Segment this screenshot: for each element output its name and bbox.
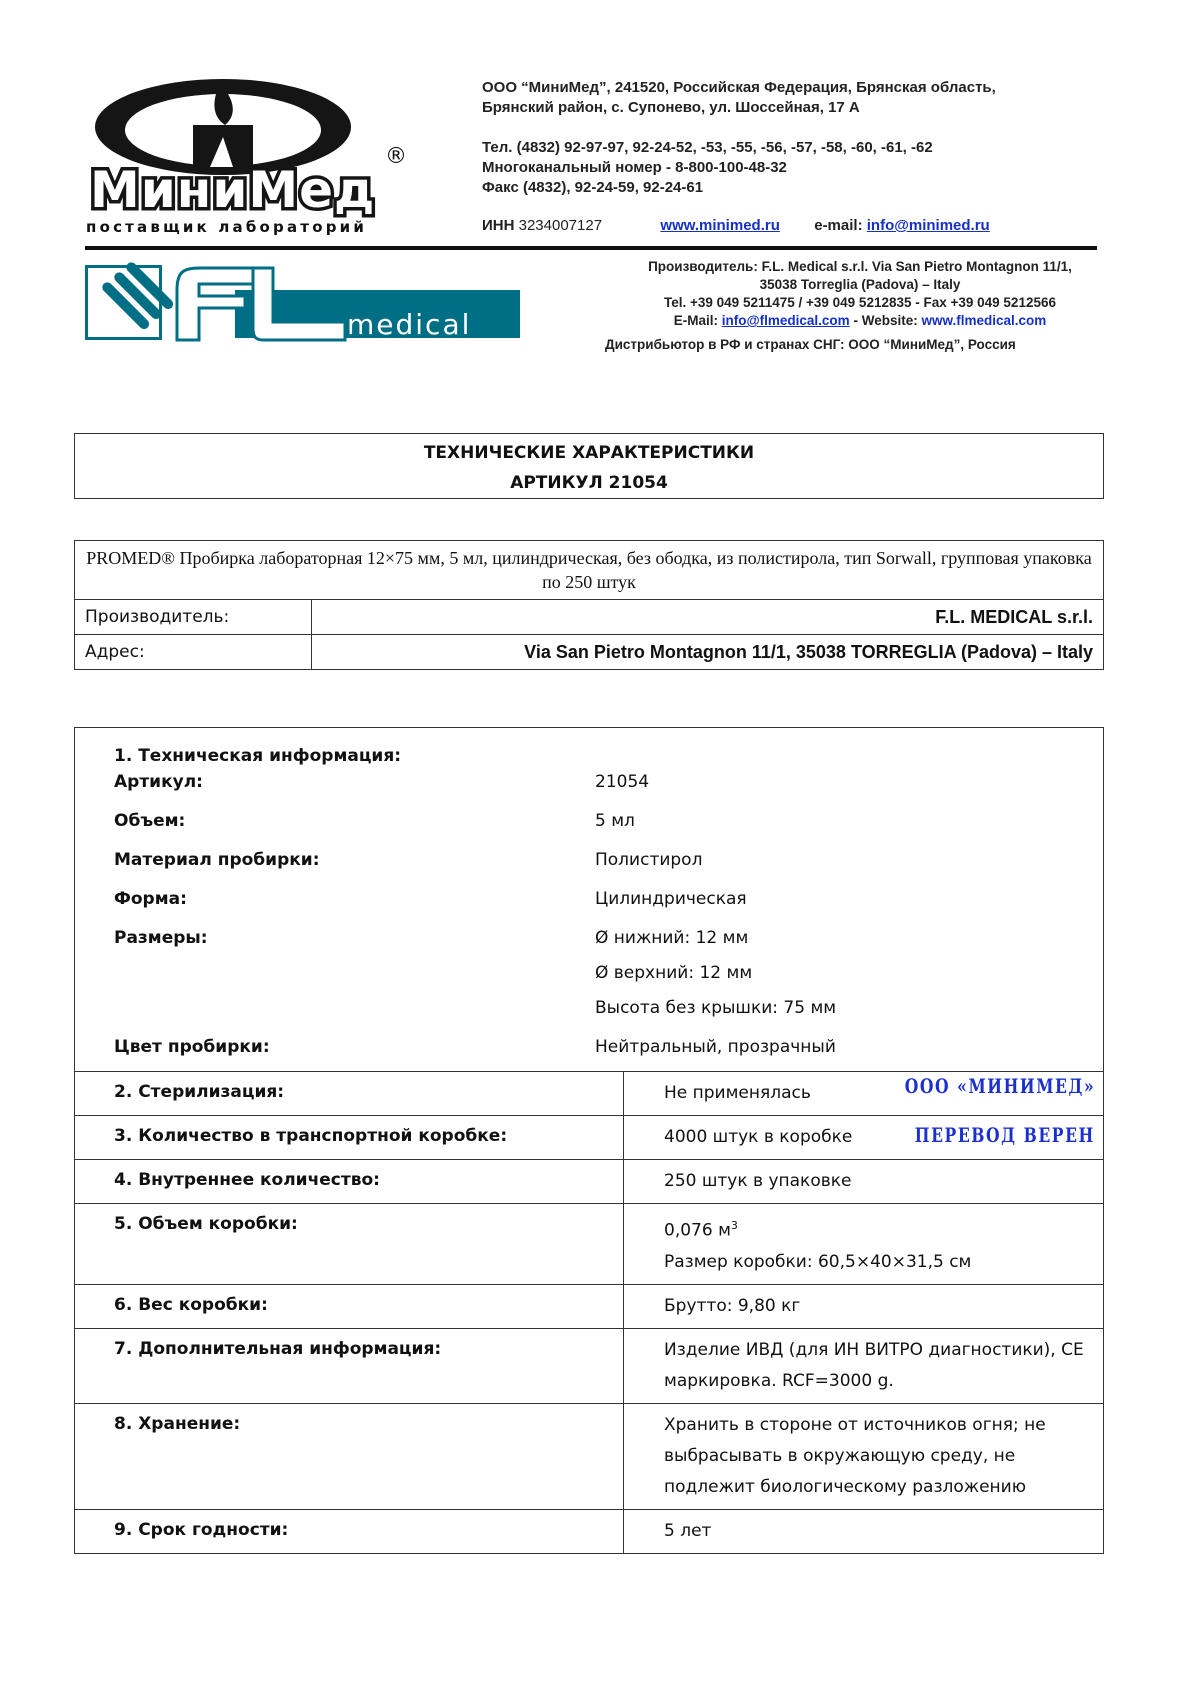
value-line: 4000 штук в коробке <box>664 1127 853 1147</box>
spec-row <box>75 811 1103 850</box>
value-line: 250 штук в упаковке <box>664 1171 852 1191</box>
minimed-logo-text: МиниМед <box>90 161 376 219</box>
fl-info-line: Производитель: F.L. Medical s.r.l. Via San Pietro Montagnon 11/1, <box>648 259 1072 274</box>
value-line: Изделие ИВД (для ИН ВИТРО диагностики), СЕ <box>664 1339 1084 1360</box>
section-value <box>624 1328 1104 1403</box>
minimed-tagline: поставщик лабораторий <box>86 218 368 236</box>
inn-label: ИНН <box>482 217 515 234</box>
fl-website-label: - Website: <box>853 313 918 328</box>
document-title: ТЕХНИЧЕСКИЕ ХАРАКТЕРИСТИКИ <box>423 443 755 463</box>
article-number-title: АРТИКУЛ 21054 <box>510 473 668 493</box>
spec-value: 5 мл <box>595 811 635 831</box>
product-description: PROMED® Пробирка лабораторная 12×75 мм, 5 мл, цилиндрическая, без ободка, из полистирола, тип Sorwall, групповая упаковка по 250 штук <box>75 541 1104 600</box>
spec-label: Размеры: <box>114 928 208 948</box>
header-divider <box>85 246 1097 250</box>
fax-line: Факс (4832), 92-24-59, 92-24-61 <box>482 179 704 196</box>
spec-row <box>75 772 1103 811</box>
value-line: Размер коробки: 60,5×40×31,5 см <box>664 1251 972 1272</box>
section-label: 2. Стерилизация: <box>75 1072 624 1116</box>
section-value <box>624 1509 1104 1553</box>
minimed-website-link[interactable]: www.minimed.ru <box>660 217 780 234</box>
spec-row <box>75 963 1103 998</box>
spec-label: Форма: <box>114 889 187 909</box>
fl-info-line: Tel. +39 049 5211475 / +39 049 5212835 - Fax +39 049 5212566 <box>664 295 1056 310</box>
specs-table <box>74 727 1104 1554</box>
stamp-company: ООО «МИНИМЕД» <box>904 1074 1095 1098</box>
inn-value: 3234007127 <box>518 217 603 234</box>
spec-value: Высота без крышки: 75 мм <box>595 998 837 1018</box>
email-label: e-mail: <box>814 217 863 234</box>
minimed-inn-row <box>482 216 990 236</box>
section-label: 3. Количество в транспортной коробке: <box>75 1116 624 1160</box>
spec-section-row <box>75 1072 1104 1116</box>
spec-label: Объем: <box>114 811 186 831</box>
spec-value: Ø верхний: 12 мм <box>595 963 753 983</box>
section-value <box>624 1403 1104 1509</box>
spec-row <box>75 889 1103 928</box>
fl-email-link[interactable]: info@flmedical.com <box>721 313 850 328</box>
section-value <box>624 1204 1104 1285</box>
spec-label: Материал пробирки: <box>114 850 320 870</box>
document-title-box <box>74 433 1104 499</box>
fl-email-label: E-Mail: <box>673 313 718 328</box>
phone-line: Тел. (4832) 92-97-97, 92-24-52, -53, -55, -56, -57, -58, -60, -61, -62 <box>482 139 933 156</box>
fl-logo-word: medical <box>347 308 472 341</box>
fl-medical-info <box>600 258 1120 330</box>
spec-value: Цилиндрическая <box>595 889 747 909</box>
section-label: 7. Дополнительная информация: <box>75 1328 624 1403</box>
registered-mark: ® <box>385 144 407 169</box>
minimed-email-link[interactable]: info@minimed.ru <box>866 217 990 234</box>
section-label: 4. Внутреннее количество: <box>75 1160 624 1204</box>
spec-value: Полистирол <box>595 850 703 870</box>
section-value <box>624 1116 1104 1160</box>
spec-section-row <box>75 1204 1104 1285</box>
value-line: 5 лет <box>664 1520 712 1541</box>
spec-section-row <box>75 1284 1104 1328</box>
address-line: ООО “МиниМед”, 241520, Российская Федерация, Брянская область, <box>482 79 996 96</box>
product-table <box>74 540 1104 670</box>
address-label: Адрес: <box>75 635 312 670</box>
address-line: Брянский район, с. Супонево, ул. Шоссейная, 17 А <box>482 99 860 116</box>
spec-label <box>75 998 595 1037</box>
section-value <box>624 1284 1104 1328</box>
value-line: маркировка. RCF=3000 g. <box>664 1370 894 1391</box>
fl-medical-logo <box>85 262 525 342</box>
value-line: выбрасывать в окружающую среду, не <box>664 1445 1016 1466</box>
section-title: 1. Техническая информация: <box>114 746 402 766</box>
value-line: Не применялась <box>664 1083 811 1103</box>
value-line: 0,076 м <box>664 1220 731 1241</box>
spec-value: Нейтральный, прозрачный <box>595 1037 836 1057</box>
spec-section-row <box>75 1160 1104 1204</box>
spec-section-row <box>75 1403 1104 1509</box>
value-line: Брутто: 9,80 кг <box>664 1295 801 1316</box>
minimed-address <box>482 78 996 118</box>
spec-label: Цвет пробирки: <box>114 1037 270 1057</box>
manufacturer-label: Производитель: <box>75 600 312 635</box>
fl-tubes-icon <box>87 262 176 339</box>
fl-info-line: 35038 Torreglia (Padova) – Italy <box>759 277 961 292</box>
minimed-logo <box>85 75 415 240</box>
spec-value: Ø нижний: 12 мм <box>595 928 749 948</box>
section-value <box>624 1160 1104 1204</box>
phone-line: Многоканальный номер - 8-800-100-48-32 <box>482 159 787 176</box>
stamp-translation-verified: ПЕРЕВОД ВЕРЕН <box>914 1123 1095 1147</box>
section-label: 5. Объем коробки: <box>75 1204 624 1285</box>
section-value <box>624 1072 1104 1116</box>
fl-website-link[interactable]: www.flmedical.com <box>921 313 1047 328</box>
section-label: 8. Хранение: <box>75 1403 624 1509</box>
section-label: 9. Срок годности: <box>75 1509 624 1553</box>
spec-row <box>75 928 1103 963</box>
spec-label: Артикул: <box>114 772 203 792</box>
spec-section-row <box>75 1328 1104 1403</box>
value-line: Хранить в стороне от источников огня; не <box>664 1414 1046 1435</box>
spec-row <box>75 1037 1103 1065</box>
spec-value: 21054 <box>595 772 650 792</box>
spec-section-row <box>75 1509 1104 1553</box>
technical-info-section <box>75 728 1104 1072</box>
spec-row <box>75 998 1103 1037</box>
address-value: Via San Pietro Montagnon 11/1, 35038 TORREGLIA (Padova) – Italy <box>311 635 1103 670</box>
spec-row <box>75 850 1103 889</box>
spec-label <box>75 963 595 998</box>
fl-distributor: Дистрибьютор в РФ и странах СНГ: ООО “МиниМед”, Россия <box>605 337 1016 352</box>
value-line: подлежит биологическому разложению <box>664 1476 1027 1497</box>
spec-section-row <box>75 1116 1104 1160</box>
manufacturer-value: F.L. MEDICAL s.r.l. <box>311 600 1103 635</box>
superscript: 3 <box>730 1219 738 1232</box>
section-label: 6. Вес коробки: <box>75 1284 624 1328</box>
minimed-phones <box>482 138 933 198</box>
